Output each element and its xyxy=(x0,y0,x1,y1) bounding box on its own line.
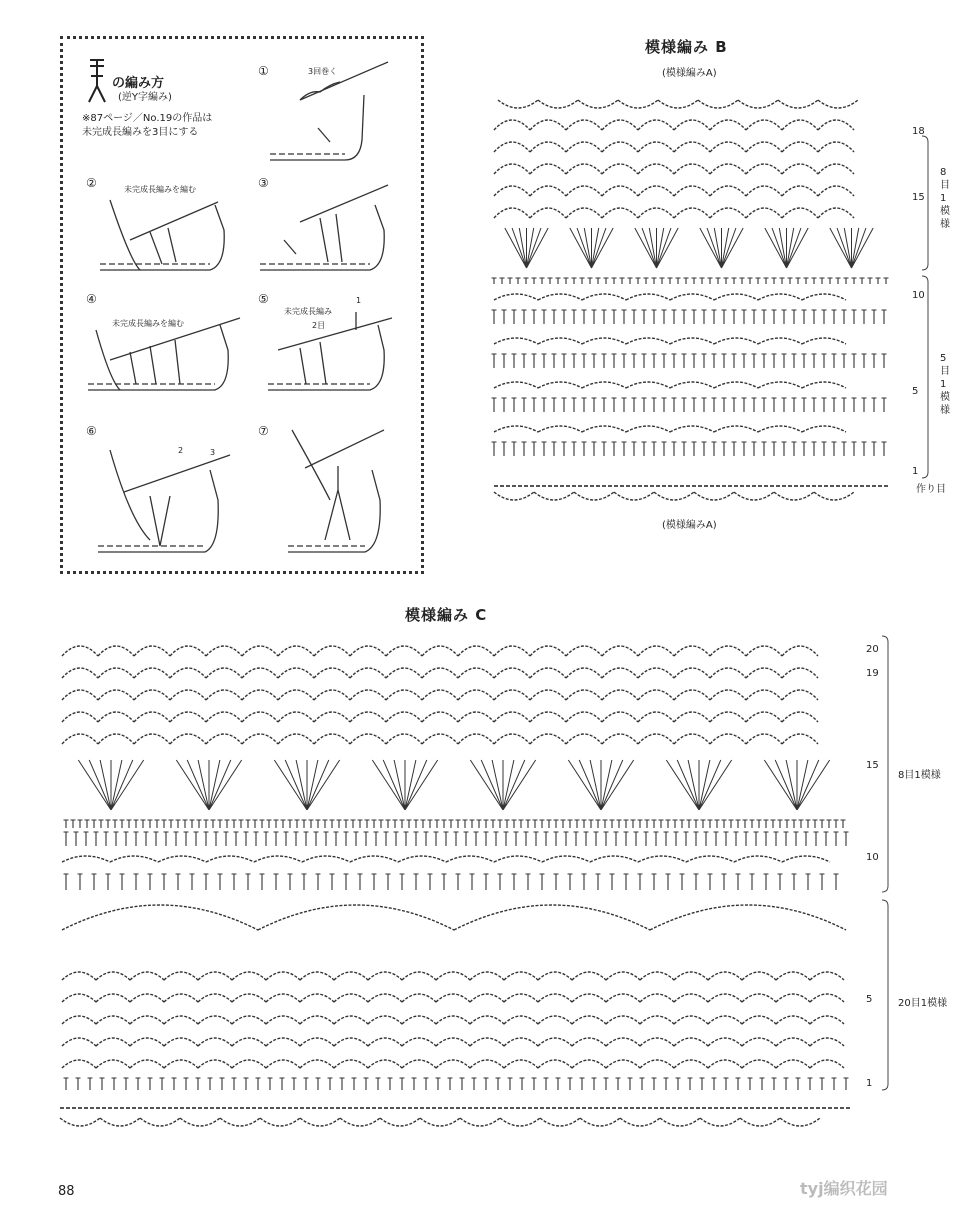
pattern-b-row-10: 10 xyxy=(912,290,925,301)
howto-note-line1: ※87ページ／No.19の作品は xyxy=(82,113,213,124)
label-wrap-three: 3回巻く xyxy=(308,67,338,76)
pattern-c-chart xyxy=(60,636,888,1126)
label-step5a: 未完成長編み xyxy=(284,307,332,316)
pattern-b-row-5: 5 xyxy=(912,386,919,397)
step-number-4: ④ xyxy=(86,292,97,306)
pattern-b-top-scallop xyxy=(498,100,858,108)
howto-note-line2: 未完成長編みを3目にする xyxy=(82,127,199,138)
pattern-c-bracket-upper xyxy=(882,636,888,892)
step-number-5: ⑤ xyxy=(258,292,269,306)
howto-subtitle: (逆Y字編み) xyxy=(118,92,172,103)
pattern-c-pineapple-row xyxy=(62,1038,844,1046)
pattern-b-bottom-scallop xyxy=(494,492,854,500)
pattern-c-fan-row xyxy=(78,760,829,810)
pattern-b-bottom-edge: (模様編みA) xyxy=(662,520,717,531)
pattern-c-dc-row-2 xyxy=(64,874,839,890)
step-number-6: ⑥ xyxy=(86,424,97,438)
pattern-b-dc-row xyxy=(492,398,887,412)
pattern-b-repeat-upper: 8目1模様 xyxy=(940,167,950,230)
pattern-c-dc-row xyxy=(64,832,849,846)
pattern-c-row-5: 5 xyxy=(866,994,873,1005)
pattern-c-pineapple-row xyxy=(62,1060,844,1068)
step5-illustration xyxy=(268,312,392,390)
pattern-b-dc-row xyxy=(492,442,887,456)
pattern-c-row-1: 1 xyxy=(866,1078,873,1089)
pattern-b-chain-row xyxy=(494,294,846,300)
pattern-c-repeat-lower: 20目1模様 xyxy=(898,998,948,1009)
pattern-c-bracket-lower xyxy=(882,900,888,1090)
pattern-c-chain-row xyxy=(62,856,830,862)
pattern-c-row-15: 15 xyxy=(866,760,879,771)
page-number: 88 xyxy=(58,1184,75,1199)
pattern-b-row-15: 15 xyxy=(912,192,925,203)
pattern-b-arch-row xyxy=(494,164,854,174)
pattern-c-pineapple-row xyxy=(62,1016,844,1024)
label-step2: 未完成長編みを編む xyxy=(124,185,196,194)
pattern-c-row-20: 20 xyxy=(866,644,879,655)
pattern-b-foundation: 作り目 xyxy=(916,484,946,495)
pattern-b-top-edge: (模様編みA) xyxy=(662,68,717,79)
pattern-c-sc-row xyxy=(64,820,846,828)
step-number-7: ⑦ xyxy=(258,424,269,438)
mark-2: 2 xyxy=(178,446,184,455)
pattern-b-title: 模様編み B xyxy=(645,38,728,56)
pattern-b-arch-row xyxy=(494,208,854,218)
pattern-c-row-10: 10 xyxy=(866,852,879,863)
pattern-b-bracket-upper xyxy=(922,136,928,270)
pattern-c-bottom-scallop xyxy=(60,1118,820,1126)
pattern-c-pineapple-row xyxy=(62,994,844,1002)
pattern-c-row-19: 19 xyxy=(866,668,879,679)
pattern-c-base-dc-row xyxy=(64,1078,849,1090)
step-number-3: ③ xyxy=(258,176,269,190)
step-number-2: ② xyxy=(86,176,97,190)
pattern-b-fan-row xyxy=(505,228,873,268)
howto-note xyxy=(82,112,242,140)
pattern-c-pineapple-row xyxy=(62,972,844,980)
pattern-b-chart xyxy=(492,100,929,500)
step2-illustration xyxy=(100,200,224,270)
pattern-c-big-arch xyxy=(62,905,846,930)
mark-3: 3 xyxy=(210,448,216,457)
label-step4: 未完成長編みを編む xyxy=(112,319,184,328)
pattern-c-arch-row xyxy=(62,712,818,722)
pattern-b-chain-row xyxy=(494,338,846,344)
pattern-b-row-1: 1 xyxy=(912,466,919,477)
pattern-b-chain-row xyxy=(494,426,846,432)
step3-illustration xyxy=(260,185,388,270)
pattern-c-arch-row xyxy=(62,646,818,656)
pattern-b-bracket-lower xyxy=(922,276,928,478)
pattern-b-chain-row xyxy=(494,382,846,388)
label-step5b: 2目 xyxy=(312,321,326,330)
pattern-c-title: 模様編み C xyxy=(405,606,488,624)
pattern-b-arch-row xyxy=(494,186,854,196)
reverse-y-stitch-icon xyxy=(89,60,105,102)
pattern-b-arch-row xyxy=(494,142,854,152)
step-number-1: ① xyxy=(258,64,269,78)
pattern-b-row-18: 18 xyxy=(912,126,925,137)
step7-illustration xyxy=(288,430,384,552)
pattern-b-repeat-lower: 5目1模様 xyxy=(940,353,950,416)
pattern-b-sc-row xyxy=(492,278,889,284)
watermark: tyj编织花园 xyxy=(800,1179,888,1198)
pattern-b-arch-row xyxy=(494,120,854,130)
pattern-b-dc-row xyxy=(492,354,887,368)
mark-1: 1 xyxy=(356,296,362,305)
pattern-c-arch-row xyxy=(62,734,818,744)
step6-illustration xyxy=(98,450,230,552)
pattern-c-repeat-upper: 8目1模様 xyxy=(898,770,941,781)
pattern-c-arch-row xyxy=(62,668,818,678)
howto-title: の編み方 xyxy=(112,76,165,91)
pattern-c-arch-row xyxy=(62,690,818,700)
pattern-b-dc-row xyxy=(492,310,887,324)
